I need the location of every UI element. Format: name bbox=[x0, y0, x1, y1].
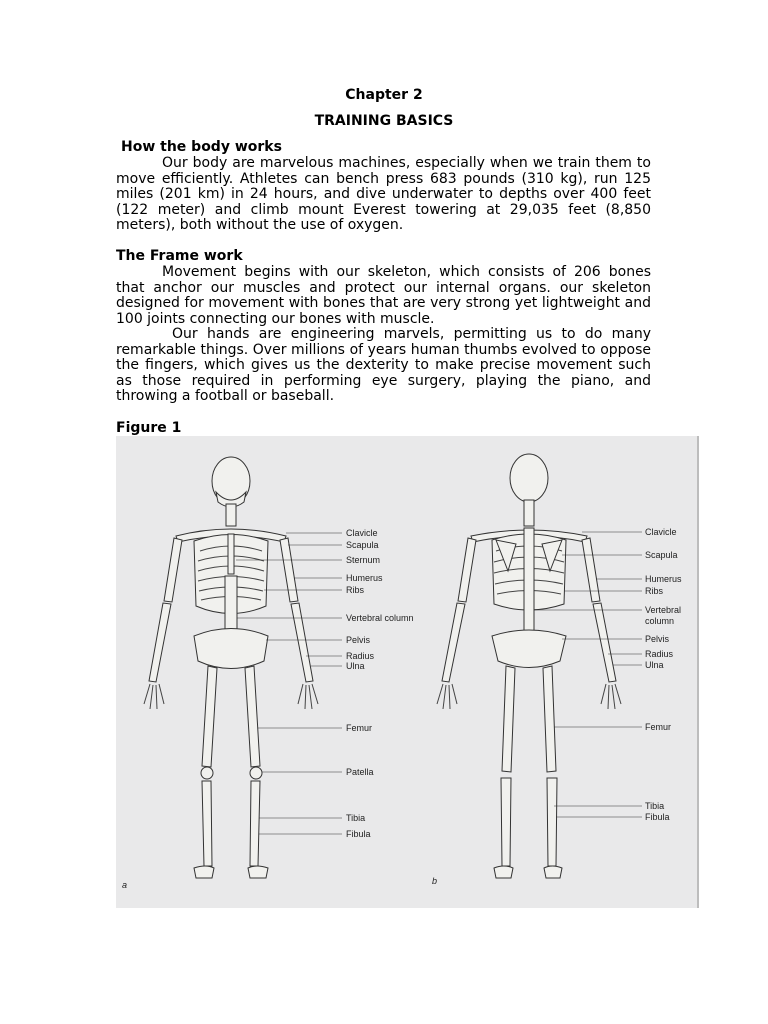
paragraph-body-works bbox=[116, 156, 651, 234]
label-a-humerus: Humerus bbox=[346, 573, 383, 583]
label-a-clavicle: Clavicle bbox=[346, 528, 378, 538]
label-a-pelvis: Pelvis bbox=[346, 635, 371, 645]
label-b-femur: Femur bbox=[645, 722, 672, 732]
section-heading-body-works: How the body works bbox=[121, 139, 282, 155]
paragraph-frame-work-1-text: Movement begins with our skeleton, which consists of 206 bones that anchor our muscles and protect our internal organs. our skeleton designed for movement with bones that are very strong yet lightweight and 100 joints connecting our bones with muscle. bbox=[116, 264, 651, 327]
label-a-radius: Radius bbox=[346, 651, 375, 661]
label-b-ulna: Ulna bbox=[645, 660, 664, 670]
skeleton-illustration bbox=[116, 436, 697, 908]
label-a-sternum: Sternum bbox=[346, 555, 381, 565]
label-a-tibia: Tibia bbox=[346, 813, 366, 823]
label-b-tibia: Tibia bbox=[645, 801, 665, 811]
label-a-femur: Femur bbox=[346, 723, 373, 733]
label-a-patella: Patella bbox=[346, 767, 374, 777]
label-b-radius: Radius bbox=[645, 649, 674, 659]
label-b-column: column bbox=[645, 616, 675, 626]
skeleton-posterior bbox=[437, 454, 621, 878]
label-a-fibula: Fibula bbox=[346, 829, 371, 839]
figure-caption: Figure 1 bbox=[116, 420, 182, 436]
paragraph-frame-work-2-text: Our hands are engineering marvels, permitting us to do many remarkable things. Over millions of years human thumbs evolved to oppose the fingers, which gives us the dexterity to make precise movement such as those required in performing eye surgery, playing the piano, and throwing a football or baseball. bbox=[116, 326, 651, 405]
label-b-scapula: Scapula bbox=[645, 550, 678, 560]
skeleton-figure bbox=[116, 436, 699, 908]
section-heading-frame-work: The Frame work bbox=[116, 248, 243, 264]
label-b-ribs: Ribs bbox=[645, 586, 664, 596]
paragraph-frame-work-2 bbox=[116, 327, 651, 405]
panel-a-labels bbox=[122, 528, 414, 890]
paragraph-frame-work-1 bbox=[116, 265, 651, 327]
label-a-scapula: Scapula bbox=[346, 540, 379, 550]
paragraph-body-works-text: Our body are marvelous machines, especially when we train them to move efficiently. Athletes can bench press 683 pounds (310 kg), run 125 miles (201 km) in 24 hours, and dive underwater to depths over 400 feet (122 meter) and climb mount Everest towering at 29,035 feet (8,850 meters), both without the use of oxygen. bbox=[116, 155, 651, 234]
label-b-clavicle: Clavicle bbox=[645, 527, 677, 537]
chapter-number: Chapter 2 bbox=[345, 87, 423, 103]
skeleton-anterior bbox=[144, 457, 318, 878]
label-a-ribs: Ribs bbox=[346, 585, 365, 595]
panel-b-letter: b bbox=[432, 876, 438, 886]
label-a-ulna: Ulna bbox=[346, 661, 365, 671]
chapter-title: TRAINING BASICS bbox=[314, 113, 454, 129]
label-b-fibula: Fibula bbox=[645, 812, 670, 822]
label-a-vertebral-column: Vertebral column bbox=[346, 613, 414, 623]
label-b-pelvis: Pelvis bbox=[645, 634, 670, 644]
panel-a-letter: a bbox=[122, 880, 128, 890]
label-b-humerus: Humerus bbox=[645, 574, 682, 584]
label-b-vertebral: Vertebral bbox=[645, 605, 682, 615]
